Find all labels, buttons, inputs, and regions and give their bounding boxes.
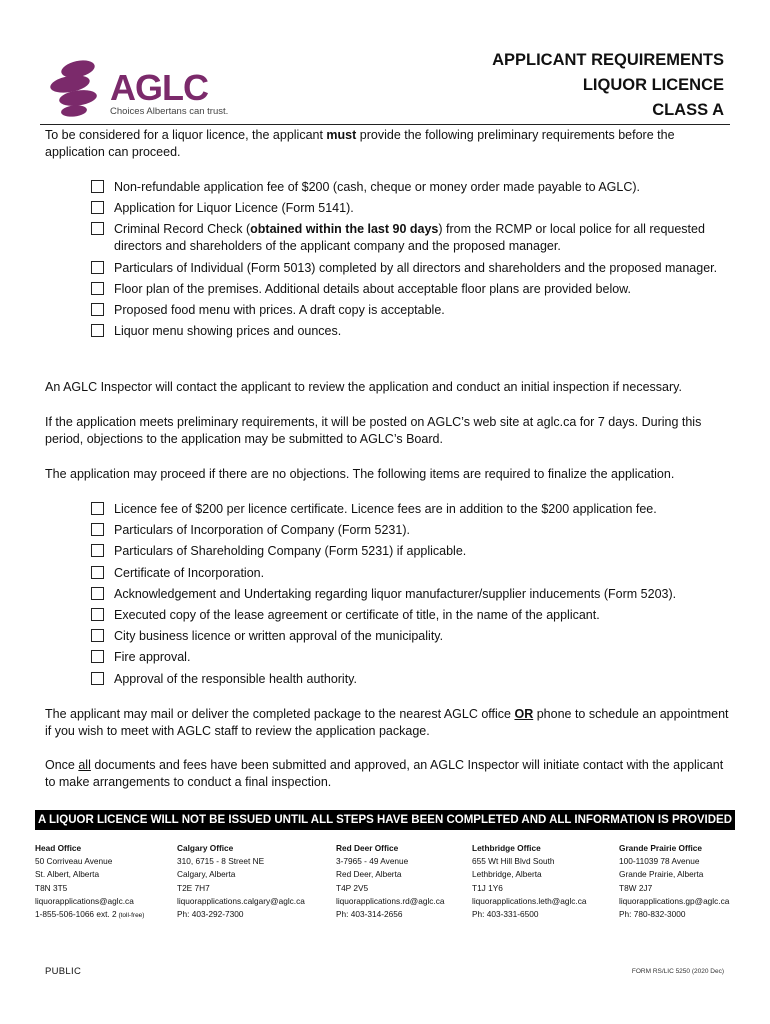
aglc-logo: [48, 58, 229, 120]
checklist-item-label: Fire approval.: [114, 650, 191, 665]
office-address: 50 Corriveau Avenue: [35, 856, 113, 867]
office-phone: Ph: 403-314-2656: [336, 909, 403, 920]
office-name: Calgary Office: [177, 843, 234, 853]
office-phone: Ph: 403-292-7300: [177, 909, 244, 920]
office-email[interactable]: liquorapplications.calgary@aglc.ca: [177, 895, 305, 906]
checklist-item-label-end: ) from the RCMP or local police for all requested directors and shareholders of the applicant company and the proposed manager.: [114, 222, 705, 254]
checklist-item: [91, 565, 731, 582]
inspector-paragraph: An AGLC Inspector will contact the applicant to review the application and conduct an initial inspection if necessary.: [45, 380, 682, 394]
checklist-item-label: Particulars of Individual (Form 5013) completed by all directors and shareholders and the proposed manager.: [114, 260, 718, 275]
posting-paragraph: If the application meets preliminary requirements, it will be posted on AGLC’s web site at aglc.ca for 7 days. During this period, objections to the application may be submitted to AGLC’s Board.: [45, 415, 702, 446]
office-head: [35, 842, 144, 922]
office-lethbridge: [472, 842, 587, 921]
checklist-item: [91, 543, 731, 560]
document-title: [492, 48, 724, 123]
office-phone: Ph: 780-832-3000: [619, 909, 686, 920]
proceed-paragraph: The application may proceed if there are no objections. The following items are required to finalize the application.: [45, 467, 675, 481]
checklist-item: [91, 281, 731, 298]
title-line-1: APPLICANT REQUIREMENTS: [492, 51, 724, 69]
checkbox[interactable]: [91, 629, 104, 642]
office-phone-number: 1-855-506-1066 ext. 2: [35, 909, 117, 920]
checklist-item-label: Particulars of Incorporation of Company (Form 5231).: [114, 523, 410, 538]
aglc-logo-mark-icon: [48, 58, 104, 118]
once-text-end: documents and fees have been submitted and approved, an AGLC Inspector will initiate contact with the applicant to make arrangements to conduct a final inspection.: [45, 758, 724, 789]
once-emphasis: all: [78, 758, 91, 772]
checkbox[interactable]: [91, 608, 104, 621]
office-postal: T8W 2J7: [619, 882, 653, 893]
office-address: 655 Wt Hill Blvd South: [472, 856, 555, 867]
mail-paragraph: [45, 706, 735, 740]
office-city: Calgary, Alberta: [177, 869, 236, 880]
office-name: Lethbridge Office: [472, 843, 541, 853]
checklist-item-label: Application for Liquor Licence (Form 5141).: [114, 201, 354, 216]
office-address: 100-11039 78 Avenue: [619, 856, 700, 867]
checklist-item: [91, 522, 731, 539]
checklist-item-label: Particulars of Shareholding Company (Form 5231) if applicable.: [114, 544, 467, 559]
form-identifier: FORM RS/LIC 5250 (2020 Dec): [631, 968, 724, 975]
checklist-item-emphasis: obtained within the last 90 days: [250, 222, 439, 237]
intro-text: To be considered for a liquor licence, the applicant: [45, 128, 327, 142]
checklist-item: [91, 221, 731, 255]
office-phone: [35, 908, 144, 922]
checkbox[interactable]: [91, 303, 104, 316]
mail-text-end: phone to schedule an appointment if you wish to meet with AGLC staff to review the application package.: [45, 707, 729, 738]
checklist-item: [91, 649, 731, 666]
checkbox[interactable]: [91, 324, 104, 337]
checklist-item: [91, 586, 731, 603]
checklist-item-label: Liquor menu showing prices and ounces.: [114, 324, 342, 339]
checklist-item-label: City business licence or written approval of the municipality.: [114, 629, 444, 644]
office-name: Head Office: [35, 843, 82, 853]
finalize-checklist: [91, 501, 731, 692]
office-phone: Ph: 403-331-6500: [472, 909, 539, 920]
checklist-item-label: Floor plan of the premises. Additional details about acceptable floor plans are provided below.: [114, 281, 631, 296]
warning-banner: A LIQUOR LICENCE WILL NOT BE ISSUED UNTIL ALL STEPS HAVE BEEN COMPLETED AND ALL INFORMATION IS PROVIDED: [35, 810, 735, 830]
checkbox[interactable]: [91, 672, 104, 685]
title-line-2: LIQUOR LICENCE: [582, 76, 724, 94]
office-city: Lethbridge, Alberta: [472, 869, 542, 880]
office-email[interactable]: liquorapplications@aglc.ca: [35, 895, 134, 906]
office-calgary: [177, 842, 305, 921]
checkbox[interactable]: [91, 587, 104, 600]
office-address: 3-7965 - 49 Avenue: [336, 856, 409, 867]
checkbox[interactable]: [91, 502, 104, 515]
office-name: Grande Prairie Office: [619, 843, 703, 853]
mail-text: The applicant may mail or deliver the completed package to the nearest AGLC office: [45, 707, 515, 721]
checkbox[interactable]: [91, 544, 104, 557]
checklist-item: [91, 302, 731, 319]
checkbox[interactable]: [91, 650, 104, 663]
checklist-item-label: Criminal Record Check (: [114, 222, 251, 237]
checklist-item-label: Executed copy of the lease agreement or certificate of title, in the name of the applicant.: [114, 607, 600, 622]
title-line-3: CLASS A: [652, 101, 724, 119]
checklist-item-label: Licence fee of $200 per licence certificate. Licence fees are in addition to the $200 application fee.: [114, 502, 657, 516]
mail-emphasis: OR: [514, 707, 534, 721]
once-paragraph: [45, 757, 735, 791]
checkbox[interactable]: [91, 566, 104, 579]
office-city: St. Albert, Alberta: [35, 869, 100, 880]
office-email[interactable]: liquorapplications.gp@aglc.ca: [619, 895, 730, 906]
checklist-item: [91, 260, 731, 277]
checklist-item: [91, 200, 731, 217]
checklist-item: [91, 628, 731, 645]
checkbox[interactable]: [91, 261, 104, 274]
intro-emphasis: must: [326, 128, 357, 142]
intro-paragraph: [45, 127, 735, 161]
checklist-item-label: Certificate of Incorporation.: [114, 565, 265, 580]
checklist-item-label: Non-refundable application fee of $200 (cash, cheque or money order made payable to AGLC).: [114, 180, 641, 194]
office-city: Grande Prairie, Alberta: [619, 869, 704, 880]
office-address: 310, 6715 - 8 Street NE: [177, 856, 265, 867]
checklist-item: [91, 323, 731, 340]
office-postal: T4P 2V5: [336, 882, 369, 893]
checklist-item-label: Proposed food menu with prices. A draft copy is acceptable.: [114, 302, 445, 317]
logo-wordmark: AGLC: [110, 67, 208, 108]
office-postal: T1J 1Y6: [472, 882, 503, 893]
office-red-deer: [336, 842, 445, 921]
office-city: Red Deer, Alberta: [336, 869, 402, 880]
checklist-item: [91, 179, 731, 196]
office-postal: T8N 3T5: [35, 882, 68, 893]
checkbox[interactable]: [91, 222, 104, 235]
checklist-item: [91, 607, 731, 624]
header-divider: [40, 124, 730, 125]
checkbox[interactable]: [91, 201, 104, 214]
office-postal: T2E 7H7: [177, 882, 210, 893]
checkbox[interactable]: [91, 282, 104, 295]
logo-tagline: Choices Albertans can trust.: [110, 106, 229, 117]
checkbox[interactable]: [91, 180, 104, 193]
office-email[interactable]: liquorapplications.leth@aglc.ca: [472, 895, 587, 906]
classification-label: PUBLIC: [45, 966, 82, 977]
checklist-item: [91, 671, 731, 688]
checkbox[interactable]: [91, 523, 104, 536]
office-name: Red Deer Office: [336, 843, 399, 853]
office-phone-note: (toll-free): [116, 912, 145, 920]
preliminary-checklist: [91, 179, 731, 344]
intro-text-end: provide the following preliminary requirements before the application can proceed.: [45, 128, 675, 159]
checklist-item-label: Approval of the responsible health authority.: [114, 671, 357, 686]
checklist-item: [91, 501, 731, 518]
office-grande-prairie: [619, 842, 729, 921]
checklist-item-label: Acknowledgement and Undertaking regarding liquor manufacturer/supplier inducements (Form 5203).: [114, 586, 677, 601]
office-email[interactable]: liquorapplications.rd@aglc.ca: [336, 895, 445, 906]
once-text: Once: [45, 758, 79, 772]
